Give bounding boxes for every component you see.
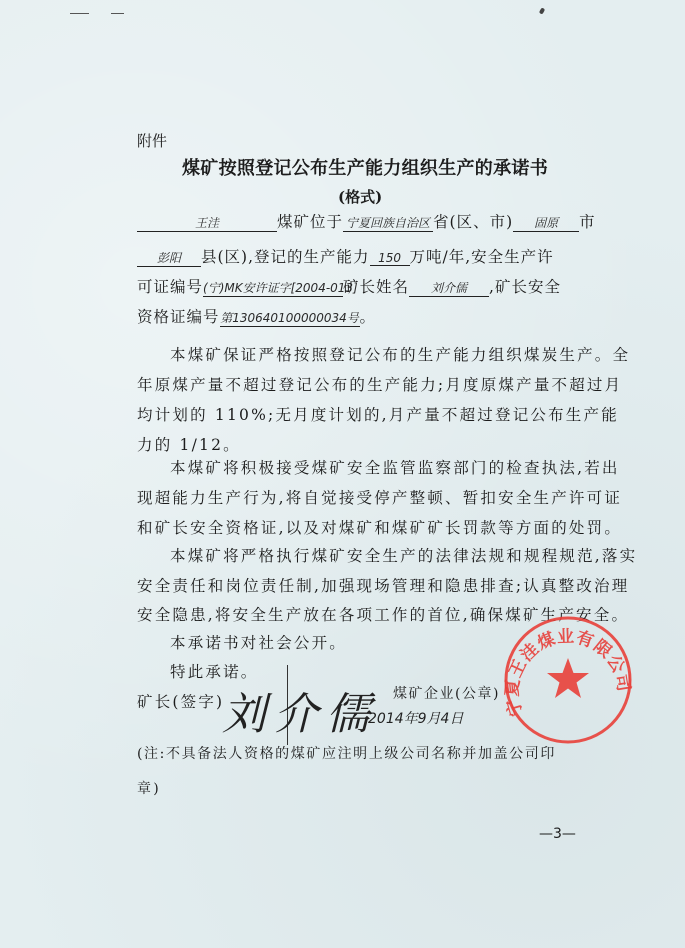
page-number: —3—	[539, 826, 576, 842]
company-seal	[503, 614, 633, 746]
form-line-3: 可证编号(宁)MK安许证字[2004-013]矿长姓名 刘介儒 ,矿长安全	[137, 278, 561, 296]
paragraph-2-line-3: 和矿长安全资格证,以及对煤矿和煤矿矿长罚款等方面的处罚。	[137, 519, 623, 537]
document-title: 煤矿按照登记公布生产能力组织生产的承诺书	[182, 158, 548, 179]
seal-graphic	[503, 614, 633, 746]
capacity-field: 150	[370, 251, 410, 266]
document-subtitle: (格式)	[338, 188, 383, 206]
mine-name-field: 王洼	[137, 214, 277, 232]
license-number-field: (宁)MK安许证字[2004-013]	[203, 281, 358, 295]
paragraph-3-line-3: 安全隐患,将安全生产放在各项工作的首位,确保煤矿生产安全。	[137, 606, 630, 624]
cert-number-field: 第130640100000034号	[220, 311, 359, 325]
public-statement: 本承诺书对社会公开。	[170, 634, 348, 652]
note-line-1: (注:不具备法人资格的煤矿应注明上级公司名称并加盖公司印	[137, 746, 556, 762]
signature-date: 2014年9月4日	[368, 711, 464, 727]
city-field: 固原	[513, 214, 579, 232]
county-field: 彭阳	[137, 249, 201, 267]
paragraph-1-line-1: 本煤矿保证严格按照登记公布的生产能力组织煤炭生产。全	[170, 346, 631, 364]
province-field: 宁夏回族自治区	[343, 214, 433, 232]
star-icon	[547, 658, 589, 698]
paragraph-1-line-3: 均计划的 110%;无月度计划的,月产量不超过登记公布生产能	[137, 406, 619, 424]
paragraph-1-line-4: 力的 1/12。	[137, 436, 241, 454]
note-line-2: 章)	[137, 781, 161, 797]
scan-mark	[111, 13, 124, 14]
form-line-2: 彭阳 县(区),登记的生产能力 150 万吨/年,安全生产许	[137, 245, 554, 267]
form-line-1: 王洼 煤矿位于 宁夏回族自治区 省(区、市) 固原 市	[137, 210, 596, 232]
director-signature-label: 矿长(签字)	[137, 693, 225, 711]
form-line-4: 资格证编号第130640100000034号。	[137, 308, 377, 326]
paragraph-3-line-1: 本煤矿将严格执行煤矿安全生产的法律法规和规程规范,落实	[170, 547, 638, 565]
paragraph-3-line-2: 安全责任和岗位责任制,加强现场管理和隐患排查;认真整改治理	[137, 577, 630, 595]
paragraph-2-line-2: 现超能力生产行为,将自觉接受停产整顿、暂扣安全生产许可证	[137, 489, 623, 507]
attachment-label: 附件	[137, 132, 168, 150]
paragraph-1-line-2: 年原煤产量不超过登记公布的生产能力;月度原煤产量不超过月	[137, 376, 623, 394]
scan-mark	[70, 13, 89, 14]
director-signature: 刘介儒	[222, 689, 378, 740]
seal-text: 宁夏王洼煤业有限公司	[503, 626, 633, 719]
director-name-field: 刘介儒	[409, 279, 489, 297]
paragraph-2-line-1: 本煤矿将积极接受煤矿安全监管监察部门的检查执法,若出	[170, 459, 620, 477]
scan-speck	[539, 7, 545, 14]
company-seal-label: 煤矿企业(公章)	[393, 686, 500, 702]
hereby-commit: 特此承诺。	[170, 663, 259, 681]
